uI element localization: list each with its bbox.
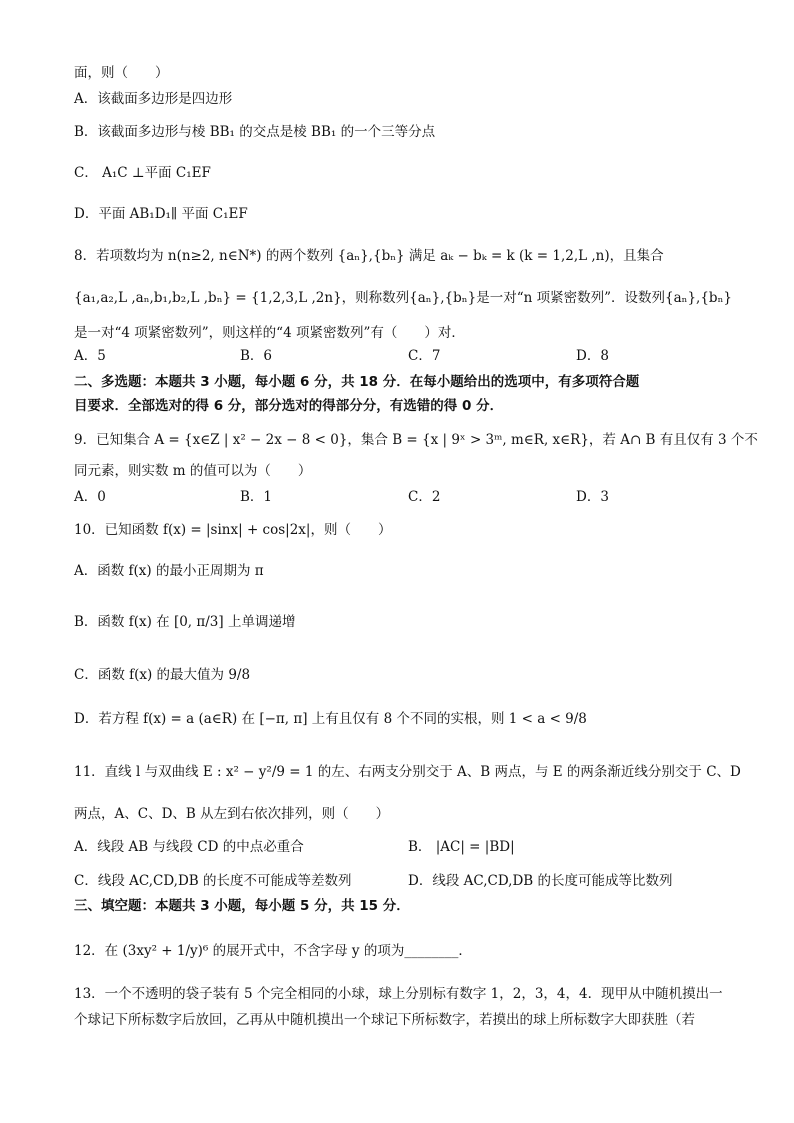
section-2-title-line-2: 目要求．全部选对的得 6 分，部分选对的得部分分，有选错的得 0 分． bbox=[74, 398, 504, 414]
q8-option-a: A．5 bbox=[74, 348, 106, 364]
q11-line-2: 两点，A、C、D、B 从左到右依次排列，则（ ） bbox=[74, 806, 390, 822]
q9-line-2: 同元素，则实数 m 的值可以为（ ） bbox=[74, 463, 312, 479]
section-2-title-line-1: 二、多选题：本题共 3 小题，每小题 6 分，共 18 分．在每小题给出的选项中，有多项符合题 bbox=[74, 374, 640, 390]
section-3-title: 三、填空题：本题共 3 小题，每小题 5 分，共 15 分． bbox=[74, 898, 410, 914]
q7-option-c: C． A₁C ⊥平面 C₁EF bbox=[74, 165, 211, 181]
q9-option-d: D．3 bbox=[576, 489, 609, 505]
q13-line-1: 13．一个不透明的袋子装有 5 个完全相同的小球，球上分别标有数字 1，2，3，4，4．现甲从中随机摸出一 bbox=[74, 986, 723, 1002]
q12-stem: 12．在 (3xy² + 1/y)⁶ 的展开式中，不含字母 y 的项为________． bbox=[74, 943, 472, 959]
q10-stem: 10．已知函数 f(x) = |sinx| + cos|2x|，则（ ） bbox=[74, 522, 392, 538]
q9-option-b: B．1 bbox=[240, 489, 273, 505]
q8-line-3: 是一对“4 项紧密数列”，则这样的“4 项紧密数列”有（ ）对． bbox=[74, 325, 465, 341]
q11-option-d: D．线段 AC,CD,DB 的长度可能成等比数列 bbox=[408, 873, 673, 889]
q8-option-d: D．8 bbox=[576, 348, 609, 364]
q11-line-1: 11．直线 l 与双曲线 E : x² − y²/9 = 1 的左、右两支分别交于 A、B 两点，与 E 的两条渐近线分别交于 C、D bbox=[74, 764, 741, 780]
q11-option-c: C．线段 AC,CD,DB 的长度不可能成等差数列 bbox=[74, 873, 352, 889]
q7-stem-tail: 面，则（ ） bbox=[74, 65, 169, 81]
q7-option-b: B．该截面多边形与棱 BB₁ 的交点是棱 BB₁ 的一个三等分点 bbox=[74, 124, 436, 140]
q13-line-2: 个球记下所标数字后放回，乙再从中随机摸出一个球记下所标数字，若摸出的球上所标数字大即获胜（若 bbox=[74, 1012, 695, 1028]
q7-option-a: A．该截面多边形是四边形 bbox=[74, 91, 233, 107]
q9-option-c: C．2 bbox=[408, 489, 441, 505]
q9-option-a: A．0 bbox=[74, 489, 106, 505]
q8-line-2: {a₁,a₂,L ,aₙ,b₁,b₂,L ,bₙ} = {1,2,3,L ,2n}，则称数列{aₙ},{bₙ}是一对“n 项紧密数列”．设数列{aₙ},{bₙ} bbox=[74, 290, 732, 306]
q10-option-b: B．函数 f(x) 在 [0, π/3] 上单调递增 bbox=[74, 614, 296, 630]
q10-option-d: D．若方程 f(x) = a (a∈R) 在 [−π, π] 上有且仅有 8 个不同的实根，则 1 < a < 9/8 bbox=[74, 711, 587, 727]
q8-option-b: B．6 bbox=[240, 348, 273, 364]
q7-option-d: D．平面 AB₁D₁∥ 平面 C₁EF bbox=[74, 206, 248, 222]
q11-option-b: B． |AC| = |BD| bbox=[408, 839, 515, 855]
q10-option-a: A．函数 f(x) 的最小正周期为 π bbox=[74, 563, 264, 579]
q9-line-1: 9．已知集合 A = {x∈Z | x² − 2x − 8 < 0}，集合 B = {x | 9ˣ > 3ᵐ, m∈R, x∈R}，若 A∩ B 有且仅有 3 个不 bbox=[74, 432, 758, 448]
q8-option-c: C．7 bbox=[408, 348, 441, 364]
q8-line-1: 8．若项数均为 n(n≥2, n∈N*) 的两个数列 {aₙ},{bₙ} 满足 aₖ − bₖ = k (k = 1,2,L ,n)，且集合 bbox=[74, 248, 664, 264]
q11-option-a: A．线段 AB 与线段 CD 的中点必重合 bbox=[74, 839, 304, 855]
q10-option-c: C．函数 f(x) 的最大值为 9/8 bbox=[74, 667, 251, 683]
